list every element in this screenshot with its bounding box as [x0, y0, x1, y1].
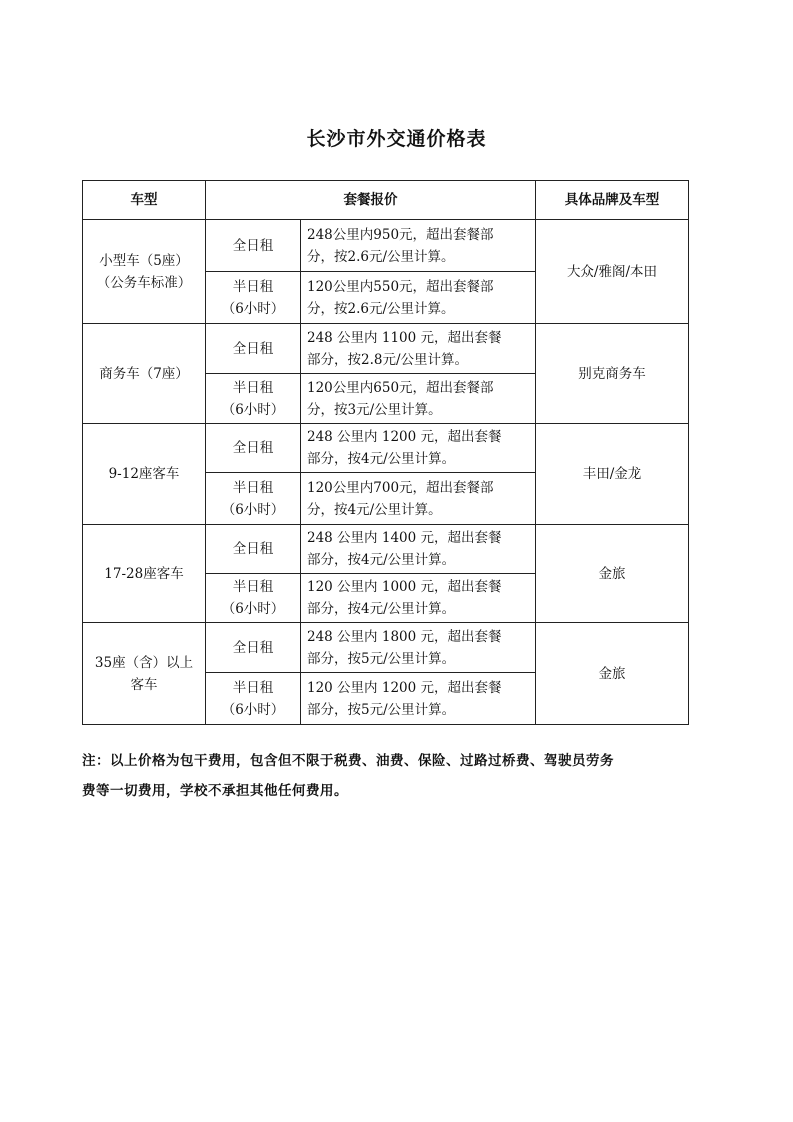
- package-desc-line: 部分，按4元/公里计算。: [307, 451, 456, 467]
- package-type-cell: [206, 673, 301, 725]
- header-row: [83, 181, 689, 220]
- package-desc-line: 248 公里内 1200 元，超出套餐: [307, 429, 502, 445]
- package-desc-line: 部分，按4元/公里计算。: [307, 601, 456, 617]
- package-type-cell: [206, 574, 301, 623]
- page-title: 长沙市外交通价格表: [306, 128, 487, 150]
- vehicle-cell: [83, 220, 206, 324]
- footnote-line: 注：以上价格为包干费用，包含但不限于税费、油费、保险、过路过桥费、驾驶员劳务: [82, 753, 614, 769]
- package-desc-cell: [301, 220, 536, 272]
- vehicle-label-line: 商务车（7座）: [99, 365, 189, 382]
- package-type-cell: [206, 272, 301, 324]
- package-type-label: 半日租: [232, 579, 274, 595]
- vehicle-label-line: 小型车（5座）: [99, 252, 189, 269]
- package-type-label: （6小时）: [221, 701, 285, 718]
- package-desc-line: 部分，按5元/公里计算。: [307, 650, 456, 667]
- table-row: [83, 220, 689, 272]
- package-type-label: 全日租: [232, 541, 274, 557]
- table-row: [83, 525, 689, 574]
- table-row: [83, 424, 689, 473]
- package-type-label: 半日租: [232, 278, 274, 295]
- vehicle-cell: [83, 525, 206, 623]
- package-desc-line: 248 公里内 1400 元，超出套餐: [307, 530, 502, 546]
- package-desc-cell: [301, 673, 536, 725]
- package-desc-line: 120公里内650元，超出套餐部: [307, 379, 494, 396]
- package-type-label: （6小时）: [221, 501, 285, 518]
- header-package-quote: 套餐报价: [206, 181, 536, 220]
- package-type-label: （6小时）: [221, 401, 285, 418]
- package-desc-line: 120 公里内 1200 元，超出套餐: [307, 679, 502, 696]
- package-desc-line: 248 公里内 1100 元，超出套餐: [307, 329, 502, 346]
- package-desc-line: 分，按3元/公里计算。: [307, 401, 442, 418]
- vehicle-cell: [83, 424, 206, 525]
- package-type-label: 全日租: [232, 340, 274, 357]
- brand-cell: 大众/雅阁/本田: [536, 220, 689, 324]
- package-desc-line: 分，按4元/公里计算。: [307, 501, 442, 518]
- package-desc-line: 部分，按2.8元/公里计算。: [307, 351, 469, 368]
- package-type-label: 全日租: [232, 639, 274, 656]
- header-brand-model: 具体品牌及车型: [536, 181, 689, 220]
- package-desc-cell: [301, 424, 536, 473]
- vehicle-cell: [83, 623, 206, 725]
- package-desc-line: 120公里内700元，超出套餐部: [307, 479, 494, 496]
- package-desc-line: 248公里内950元，超出套餐部: [307, 226, 494, 243]
- table-row: [83, 623, 689, 673]
- header-vehicle-type: 车型: [83, 181, 206, 220]
- package-desc-cell: [301, 623, 536, 673]
- package-type-label: （6小时）: [221, 300, 285, 317]
- package-type-cell: [206, 473, 301, 525]
- price-table: [82, 180, 689, 725]
- package-desc-line: 分，按2.6元/公里计算。: [307, 248, 455, 265]
- package-desc-line: 分，按2.6元/公里计算。: [307, 300, 455, 317]
- package-type-cell: [206, 220, 301, 272]
- package-desc-line: 120公里内550元，超出套餐部: [307, 278, 494, 295]
- package-type-cell: [206, 424, 301, 473]
- package-desc-line: 120 公里内 1000 元，超出套餐: [307, 579, 502, 595]
- package-type-label: 全日租: [232, 237, 274, 254]
- brand-cell: 丰田/金龙: [536, 424, 689, 525]
- vehicle-label-line: 客车: [130, 676, 158, 693]
- package-type-label: 半日租: [232, 479, 274, 496]
- package-type-cell: [206, 324, 301, 374]
- package-type-cell: [206, 525, 301, 574]
- brand-cell: 金旅: [536, 525, 689, 623]
- brand-cell: 别克商务车: [536, 324, 689, 424]
- table-row: [83, 324, 689, 374]
- package-desc-line: 部分，按4元/公里计算。: [307, 552, 456, 568]
- package-desc-cell: [301, 525, 536, 574]
- package-desc-cell: [301, 473, 536, 525]
- package-type-cell: [206, 374, 301, 424]
- package-type-label: （6小时）: [221, 601, 285, 617]
- package-desc-line: 248 公里内 1800 元，超出套餐: [307, 628, 502, 645]
- vehicle-label-line: （公务车标准）: [96, 274, 192, 291]
- vehicle-cell: [83, 324, 206, 424]
- package-type-label: 全日租: [232, 440, 274, 456]
- footnote: [82, 746, 702, 806]
- vehicle-label-line: 9-12座客车: [108, 466, 180, 482]
- vehicle-label-line: 17-28座客车: [104, 565, 184, 582]
- package-desc-cell: [301, 574, 536, 623]
- package-type-label: 半日租: [232, 679, 274, 696]
- package-desc-cell: [301, 374, 536, 424]
- brand-cell: 金旅: [536, 623, 689, 725]
- package-desc-cell: [301, 272, 536, 324]
- vehicle-label-line: 35座（含）以上: [94, 654, 194, 671]
- package-type-label: 半日租: [232, 379, 274, 396]
- package-desc-line: 部分，按5元/公里计算。: [307, 701, 456, 718]
- package-desc-cell: [301, 324, 536, 374]
- footnote-line: 费等一切费用，学校不承担其他任何费用。: [82, 783, 348, 799]
- package-type-cell: [206, 623, 301, 673]
